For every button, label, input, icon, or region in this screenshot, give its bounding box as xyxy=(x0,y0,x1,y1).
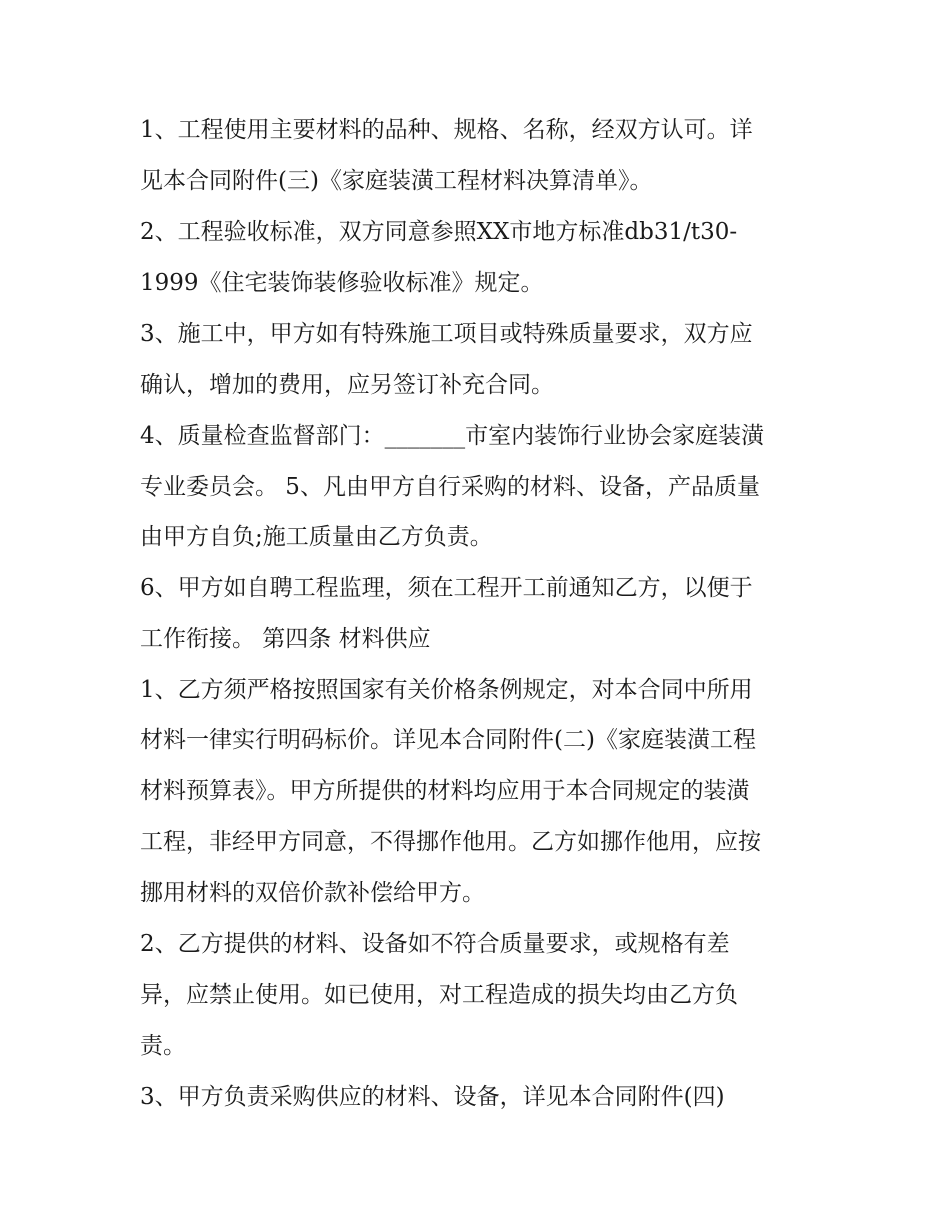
text-line: 1999《住宅装饰装修验收标准》规定。 xyxy=(140,270,544,296)
text-line: 3、施工中，甲方如有特殊施工项目或特殊质量要求，双方应 xyxy=(140,321,753,347)
text-line: 2、工程验收标准，双方同意参照XX市地方标准db31/t30- xyxy=(140,219,738,245)
text-line: 4、质量检查监督部门：_______市室内装饰行业协会家庭装潢 xyxy=(140,423,765,449)
text-line: 专业委员会。 5、凡由甲方自行采购的材料、设备，产品质量 xyxy=(140,474,760,500)
text-line: 1、乙方须严格按照国家有关价格条例规定，对本合同中所用 xyxy=(140,677,753,703)
text-line: 1、工程使用主要材料的品种、规格、名称，经双方认可。详 xyxy=(140,117,753,143)
text-line: 见本合同附件(三)《家庭装潢工程材料决算清单》。 xyxy=(140,168,653,194)
text-line: 材料一律实行明码标价。详见本合同附件(二)《家庭装潢工程 xyxy=(140,727,756,753)
text-line: 2、乙方提供的材料、设备如不符合质量要求，或规格有差 xyxy=(140,931,730,957)
text-line: 工作衔接。 第四条 材料供应 xyxy=(140,626,431,652)
text-line: 挪用材料的双倍价款补偿给甲方。 xyxy=(140,880,485,906)
text-line: 材料预算表》。甲方所提供的材料均应用于本合同规定的装潢 xyxy=(140,778,750,804)
text-line: 异，应禁止使用。如已使用，对工程造成的损失均由乙方负 xyxy=(140,982,738,1008)
text-line: 由甲方自负;施工质量由乙方负责。 xyxy=(140,524,493,550)
text-line: 6、甲方如自聘工程监理，须在工程开工前通知乙方，以便于 xyxy=(140,575,753,601)
text-line: 3、甲方负责采购供应的材料、设备，详见本合同附件(四) xyxy=(140,1084,725,1110)
text-line: 工程，非经甲方同意，不得挪作他用。乙方如挪作他用，应按 xyxy=(140,829,761,855)
text-line: 责。 xyxy=(140,1033,186,1059)
text-line: 确认，增加的费用，应另签订补充合同。 xyxy=(140,372,554,398)
